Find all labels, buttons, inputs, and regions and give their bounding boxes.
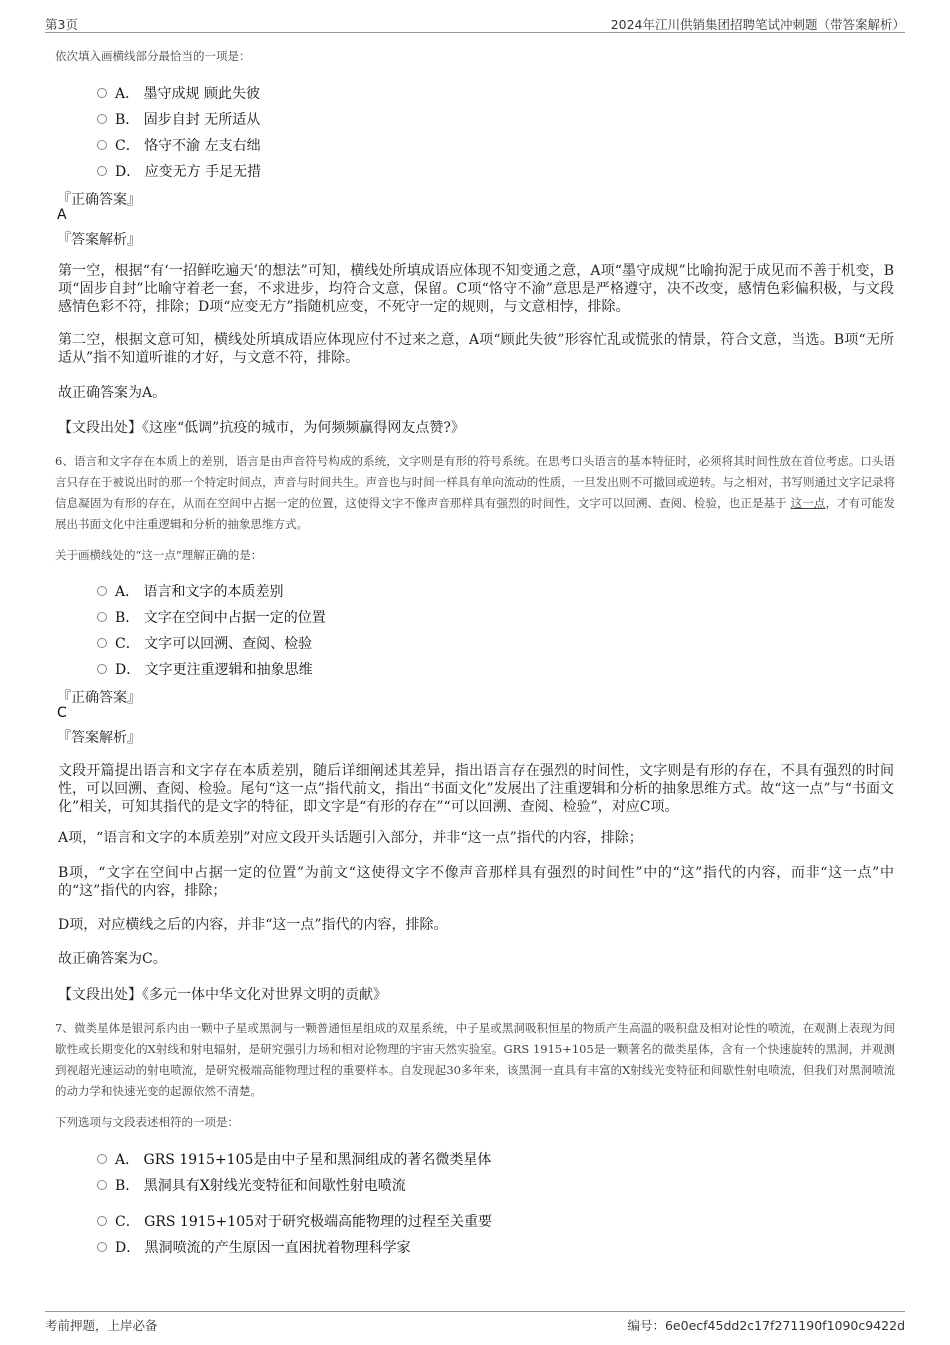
document-id: 编号：6e0ecf45dd2c17f271190f1090c9422d: [627, 1318, 905, 1333]
q5-answer-label: 『正确答案』: [57, 192, 141, 208]
radio-icon[interactable]: [97, 1216, 107, 1226]
q6-source: 【文段出处】《多元一体中华文化对世界文明的贡献》: [58, 987, 387, 1003]
radio-icon[interactable]: [97, 586, 107, 596]
q6-analysis-para-1: 文段开篇提出语言和文字存在本质差别，随后详细阐述其差异，指出语言存在强烈的时间性，文字则是有形的存在，不具有强烈的时间性，可以回溯、查阅、检验。尾句“这一点”指代前文，指出“书面文化”发展出了注重逻辑和分析的抽象思维方式。故“这一点”与“书面文化”相关，可知其指代的是文字的特征，即文字是“有形的存在”“可以回溯、查阅、检验”，对应C项。: [58, 763, 894, 815]
q5-analysis-label: 『答案解析』: [57, 232, 141, 248]
q5-analysis-para-1: 第一空，根据“有‘一招鲜吃遍天’的想法”可知，横线处所填成语应体现不知变通之意，A项“墨守成规”比喻拘泥于成见而不善于机变，B项“固步自封”比喻守着老一套，不求进步，均符合文意，保留。C项“恪守不渝”意思是严格遵守，决不改变，感情色彩偏积极，与文段感情色彩不符，排除；D项“应变无方”指随机应变，不死守一定的规则，与文意相悖，排除。: [58, 263, 894, 315]
q6-analysis-label: 『答案解析』: [57, 730, 141, 746]
page-number: 第3页: [45, 17, 78, 32]
radio-icon[interactable]: [97, 1242, 107, 1252]
radio-icon[interactable]: [97, 638, 107, 648]
q6-prompt: 关于画横线处的“这一点”理解正确的是：: [55, 548, 263, 562]
page-footer: [45, 1311, 905, 1334]
q6-answer: C: [57, 705, 67, 721]
q5-analysis-para-3: 故正确答案为A。: [58, 385, 167, 401]
q5-answer: A: [57, 207, 67, 223]
q6-analysis-para-3: B项，“文字在空间中占据一定的位置”为前文“这使得文字不像声音那样具有强烈的时间性”中的“这”指代的内容，而非“这一点”中的“这”指代的内容，排除；: [58, 865, 894, 899]
radio-icon[interactable]: [97, 664, 107, 674]
q6-answer-label: 『正确答案』: [57, 690, 141, 706]
radio-icon[interactable]: [97, 1180, 107, 1190]
radio-icon[interactable]: [97, 88, 107, 98]
q6-underlined-phrase: 这一点: [790, 496, 826, 510]
document-title: 2024年江川供销集团招聘笔试冲刺题（带答案解析）: [610, 17, 905, 32]
q5-source: 【文段出处】《这座“低调”抗疫的城市，为何频频赢得网友点赞?》: [58, 420, 465, 436]
q7-prompt: 下列选项与文段表述相符的一项是：: [55, 1115, 239, 1129]
radio-icon[interactable]: [97, 166, 107, 176]
footer-slogan: 考前押题，上岸必备: [45, 1318, 158, 1333]
radio-icon[interactable]: [97, 612, 107, 622]
radio-icon[interactable]: [97, 140, 107, 150]
q6-analysis-para-2: A项，“语言和文字的本质差别”对应文段开头话题引入部分，并非“这一点”指代的内容，排除；: [58, 830, 643, 846]
q7-passage: 7、微类星体是银河系内由一颗中子星或黑洞与一颗普通恒星组成的双星系统，中子星或黑洞吸积恒星的物质产生高温的吸积盘及相对论性的喷流，在观测上表现为间歇性或长期变化的X射线和射电辐射，是研究强引力场和相对论物理的宇宙天然实验室。GRS 1915+105是一颗著名的微类星体，含有一个快速旋转的黑洞，并观测到视超光速运动的射电喷流，是研究极端高能物理过程的重要样本。自发现起30多年来，该黑洞一直具有丰富的X射线光变特征和间歇性射电喷流，但我们对黑洞喷流的动力学和快速光变的起源依然不清楚。: [55, 1021, 895, 1098]
radio-icon[interactable]: [97, 114, 107, 124]
q5-prompt: 依次填入画横线部分最恰当的一项是：: [55, 49, 251, 63]
q6-analysis-para-5: 故正确答案为C。: [58, 951, 167, 967]
page-header: [45, 12, 905, 33]
q5-analysis-para-2: 第二空，根据文意可知，横线处所填成语应体现应付不过来之意，A项“顾此失彼”形容忙乱或慌张的情景，符合文意，当选。B项“无所适从”指不知道听谁的才好，与文意不符，排除。: [58, 332, 894, 366]
q6-analysis-para-4: D项，对应横线之后的内容，并非“这一点”指代的内容，排除。: [58, 917, 448, 933]
q6-passage: 6、语言和文字存在本质上的差别，语言是由声音符号构成的系统，文字则是有形的符号系统。在思考口头语言的基本特征时，必须将其时间性放在首位考虑。口头语言只存在于被说出时的那一个特定时间点，声音与时间共生。声音也与时间一样具有单向流动的性质，一旦发出则不可撤回或逆转。与之相对，书写则通过文字记录将信息凝固为有形的存在，从而在空间中占据一定的位置，这使得文字不像声音那样具有强烈的时间性，文字可以回溯、查阅、检验，也正是基于 这一点，才有可能发展出书面文化中注重逻辑和分析的抽象思维方式。: [55, 454, 896, 531]
radio-icon[interactable]: [97, 1154, 107, 1164]
